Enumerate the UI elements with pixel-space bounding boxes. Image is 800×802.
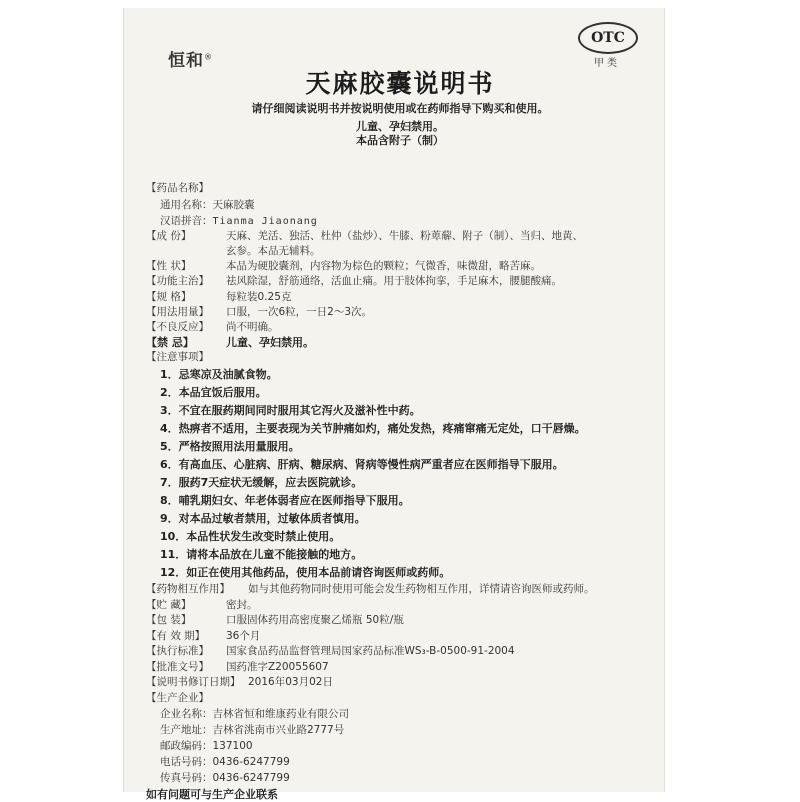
precaution-item: 7．服药7天症状无缓解，应去医院就诊。 [160, 476, 363, 489]
adverse-label: 【不良反应】 [146, 321, 209, 333]
adverse-text: 尚不明确。 [226, 321, 279, 333]
manufacturer-postcode: 邮政编码：137100 [160, 740, 253, 752]
brand-logo: 恒和® [168, 51, 213, 71]
manufacturer-phone: 电话号码：0436-6247799 [160, 756, 290, 768]
ingredients-text-1: 天麻、羌活、独活、杜仲（盐炒）、牛膝、粉萆薢、附子（制）、当归、地黄、 [226, 230, 583, 242]
precaution-item: 2．本品宜饭后服用。 [160, 386, 267, 399]
package-label: 【包 装】 [146, 614, 192, 626]
precaution-item: 9．对本品过敏者禁用，过敏体质者慎用。 [160, 512, 366, 525]
specification-label: 【规 格】 [146, 291, 192, 303]
manufacturer-fax: 传真号码：0436-6247799 [160, 772, 290, 784]
generic-name: 通用名称：天麻胶囊 [160, 199, 255, 211]
otc-category: 甲类 [594, 58, 620, 69]
approval-text: 国药准字Z20055607 [226, 661, 329, 673]
storage-label: 【贮 藏】 [146, 599, 192, 611]
warning-children-pregnant: 儿童、孕妇禁用。 [356, 120, 444, 133]
manufacturer-label: 【生产企业】 [146, 692, 209, 704]
revision-label: 【说明书修订日期】 [146, 676, 241, 688]
indications-label: 【功能主治】 [146, 275, 209, 287]
manufacturer-address: 生产地址：吉林省洮南市兴业路2777号 [160, 724, 345, 736]
ingredients-text-2: 玄参。本品无辅料。 [226, 245, 321, 257]
standard-label: 【执行标准】 [146, 645, 209, 657]
precaution-item: 6．有高血压、心脏病、肝病、糖尿病、肾病等慢性病严重者应在医师指导下服用。 [160, 458, 564, 471]
indications-text: 祛风除湿，舒筋通络，活血止痛。用于肢体拘挛，手足麻木，腰腿酸痛。 [226, 275, 562, 287]
contraindications-text: 儿童、孕妇禁用。 [226, 336, 314, 349]
precaution-item: 4．热痹者不适用，主要表现为关节肿痛如灼，痛处发热，疼痛窜痛无定处，口干唇燥。 [160, 422, 586, 435]
precaution-item: 3．不宜在服药期间同时服用其它泻火及滋补性中药。 [160, 404, 421, 417]
package-text: 口服固体药用高密度聚乙烯瓶 50粒/瓶 [226, 614, 404, 626]
document-title: 天麻胶囊说明书 [305, 69, 495, 98]
standard-text: 国家食品药品监督管理局国家药品标准WS₃-B-0500-91-2004 [226, 645, 515, 657]
warning-aconite: 本品含附子（制） [356, 134, 444, 147]
interactions-label: 【药物相互作用】 [146, 583, 230, 595]
reading-notice: 请仔细阅读说明书并按说明使用或在药师指导下购买和使用。 [251, 102, 549, 115]
revision-text: 2016年03月02日 [248, 676, 333, 688]
dosage-label: 【用法用量】 [146, 306, 209, 318]
precaution-item: 11．请将本品放在儿童不能接触的地方。 [160, 548, 363, 561]
validity-label: 【有 效 期】 [146, 630, 206, 642]
footer-contact: 如有问题可与生产企业联系 [146, 788, 278, 801]
manufacturer-company: 企业名称：吉林省恒和维康药业有限公司 [160, 708, 349, 720]
precautions-label: 【注意事项】 [146, 351, 209, 363]
precaution-item: 1．忌寒凉及油腻食物。 [160, 368, 278, 381]
properties-label: 【性 状】 [146, 260, 192, 272]
ingredients-label: 【成 份】 [146, 230, 192, 242]
precaution-item: 5．严格按照用法用量服用。 [160, 440, 300, 453]
specification-text: 每粒装0.25克 [226, 291, 292, 303]
dosage-text: 口服，一次6粒，一日2～3次。 [226, 306, 373, 318]
approval-label: 【批准文号】 [146, 661, 209, 673]
storage-text: 密封。 [226, 599, 258, 611]
properties-text: 本品为硬胶囊剂，内容物为棕色的颗粒；气微香，味微甜，略苦麻。 [226, 260, 541, 272]
interactions-text: 如与其他药物同时使用可能会发生药物相互作用，详情请咨询医师或药师。 [248, 583, 595, 595]
precaution-item: 10．本品性状发生改变时禁止使用。 [160, 530, 341, 543]
precaution-item: 8．哺乳期妇女、年老体弱者应在医师指导下服用。 [160, 494, 410, 507]
otc-badge: OTC [578, 22, 638, 54]
precaution-item: 12．如正在使用其他药品，使用本品前请咨询医师或药师。 [160, 566, 451, 579]
contraindications-label: 【禁 忌】 [146, 336, 194, 349]
drug-name-header: 【药品名称】 [146, 182, 209, 194]
validity-text: 36个月 [226, 630, 261, 642]
pinyin-name: 汉语拼音：Tianma Jiaonang [160, 215, 318, 227]
